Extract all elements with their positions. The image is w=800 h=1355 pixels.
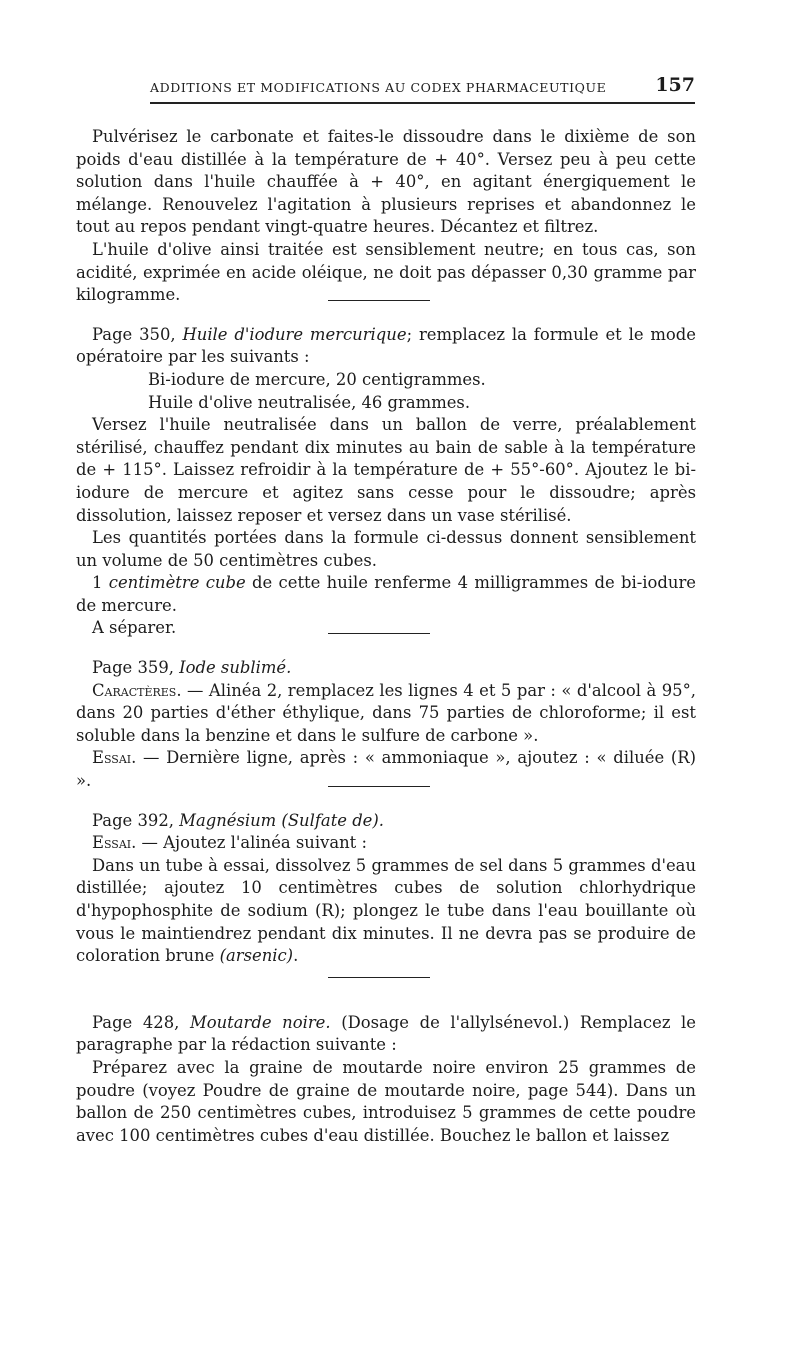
page-reference: Page 392, (92, 810, 180, 830)
method-end: . (293, 946, 299, 966)
entry-title: Huile d'iodure mercurique (182, 324, 407, 344)
formula-line: Bi-iodure de mercure, 20 centigrammes. (148, 369, 486, 389)
section-separator (328, 300, 430, 301)
mercury-oil-intro (76, 324, 696, 369)
section-separator (328, 977, 430, 978)
quantity-number: 1 (92, 573, 109, 593)
entry-title: Iode sublimé. (179, 658, 292, 678)
essai-label: Essai. (92, 748, 137, 768)
section-separator (328, 786, 430, 787)
page-number: 157 (655, 74, 695, 96)
running-head: ADDITIONS ET MODIFICATIONS AU CODEX PHARMACEUTIQUE (150, 80, 607, 95)
olive-oil-acidity-paragraph: L'huile d'olive ainsi traitée est sensiblement neutre; en tous cas, son acidité, exprimée en acide oléique, ne doit pas dépasser 0,30 gramme par kilogramme. (76, 239, 696, 305)
magnesium-essai-line (76, 832, 696, 855)
concentration-paragraph (76, 572, 696, 617)
essai-text: — Dernière ligne, après : « ammoniaque », ajoutez : « diluée (R) ». (76, 748, 696, 791)
separate-note: A séparer. (92, 618, 177, 638)
caracteres-label: Caractères. (92, 680, 182, 700)
iode-heading (76, 657, 696, 680)
formula-line: Huile d'olive neutralisée, 46 grammes. (148, 392, 471, 412)
caracteres-text: — Alinéa 2, remplacez les lignes 4 et 5 par : « d'alcool à 95°, dans 20 parties d'éther éthylique, dans 75 parties de chloroforme; il est soluble dans la benzine et dans le sulfure de carbone ». (76, 680, 696, 745)
header-rule (150, 102, 695, 104)
intro-text: (Dosage de l'allylsénevol.) Remplacez le paragraphe par la rédaction suivante : (76, 1012, 697, 1055)
quantities-paragraph: Les quantités portées dans la formule ci-dessus donnent sensiblement un volume de 50 centimètres cubes. (76, 528, 696, 570)
method-text: Dans un tube à essai, dissolvez 5 grammes de sel dans 5 grammes d'eau distillée; ajoutez 10 centimètres cubes de solution chlorhydrique d'hypophosphite de sodium (R); plongez le tube dans l'eau bouillante où vous le maintiendrez pendant dix minutes. Il ne devra pas se produire de coloration brune (76, 855, 696, 966)
page-header (150, 74, 695, 104)
page-reference: Page 359, (92, 658, 180, 678)
section-separator (328, 633, 430, 634)
moutarde-intro (76, 1012, 696, 1057)
page-reference: Page 350, (92, 324, 183, 344)
page-body (76, 126, 696, 1147)
caracteres-paragraph (76, 680, 696, 748)
moutarde-method-paragraph: Préparez avec la graine de moutarde noire environ 25 grammes de poudre (voyez Poudre de graine de moutarde noire, page 544). Dans un ballon de 250 centimètres cubes, introduisez 5 grammes de cette poudre avec 100 centimètres cubes d'eau distillée. Bouchez le ballon et laissez (76, 1057, 696, 1145)
entry-title: Magnésium (Sulfate de). (179, 810, 384, 830)
concentration-text: de cette huile renferme 4 milligrammes de bi-iodure de mercure. (76, 573, 696, 615)
magnesium-heading (76, 810, 696, 833)
page-reference: Page 428, (92, 1012, 190, 1032)
carbonate-paragraph: Pulvérisez le carbonate et faites-le dissoudre dans le dixième de son poids d'eau distillée à la température de + 40°. Versez peu à peu cette solution dans l'huile chauffée à + 40°, en agitant énergiquement le mélange. Renouvelez l'agitation à plusieurs reprises et abandonnez le tout au repos pendant vingt-quatre heures. Décantez et filtrez. (76, 127, 696, 237)
essai-label: Essai. (92, 833, 137, 853)
unit-italic: centimètre cube (108, 573, 246, 593)
intro-text: ; remplacez la formule et le mode opératoire par les suivants : (76, 324, 696, 367)
mercury-method-paragraph: Versez l'huile neutralisée dans un ballon de verre, préalablement stérilisé, chauffez pendant dix minutes au bain de sable à la température de + 115°. Laissez refroidir à la température de + 55°-60°. Ajoutez le bi-iodure de mercure et agitez sans cesse pour le dissoudre; après dissolution, laissez reposer et versez dans un vase stérilisé. (76, 415, 696, 525)
essai-text: — Ajoutez l'alinéa suivant : (136, 833, 367, 853)
arsenic-italic: (arsenic) (219, 946, 294, 966)
magnesium-method-paragraph (76, 855, 696, 968)
entry-title: Moutarde noire. (189, 1012, 331, 1032)
